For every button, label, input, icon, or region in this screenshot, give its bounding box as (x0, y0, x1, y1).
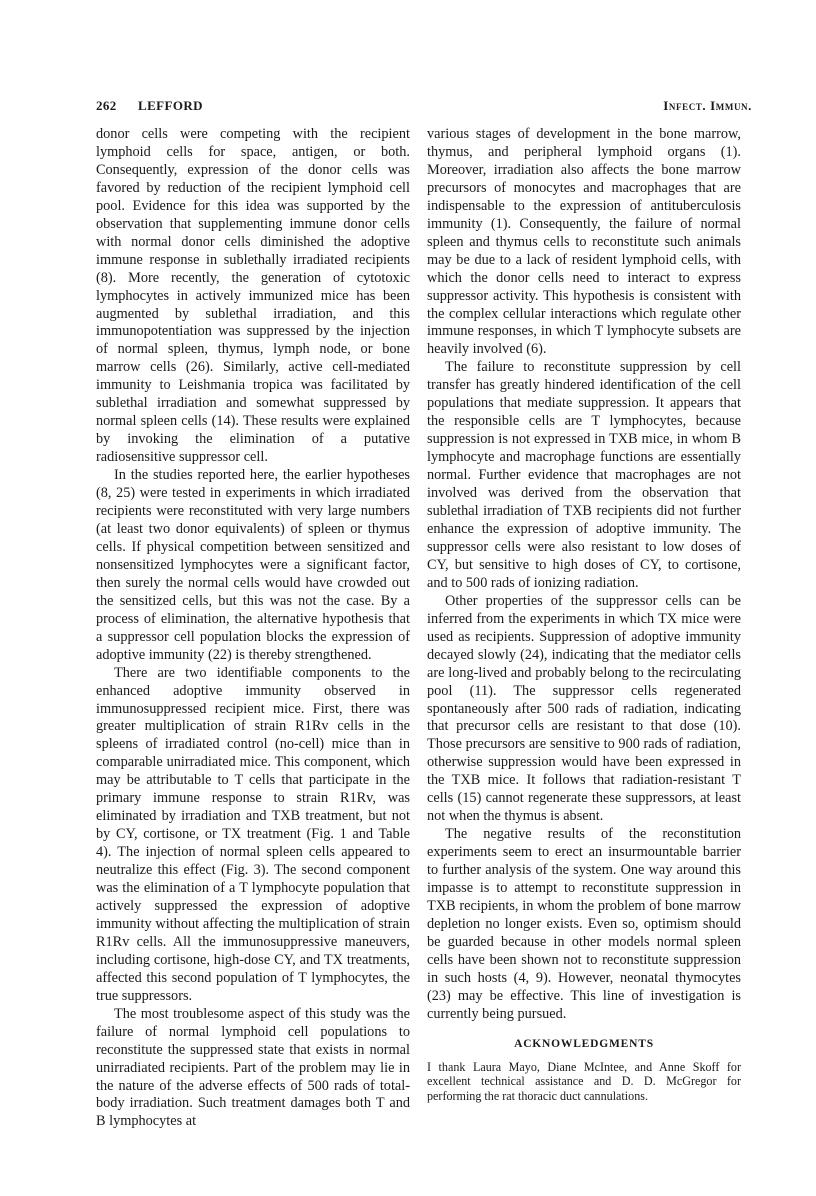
paragraph: various stages of development in the bone marrow, thymus, and peripheral lymphoid organs (1). Moreover, irradiation also affects the bone marrow precursors of monocytes and macrophages that are indispensable to the expression of antituberculosis immunity (1). Consequently, the failure of normal spleen and thymus cells to reconstitute such animals may be due to a lack of resident lymphoid cells, with which the donor cells need to interact to express suppressor activity. This hypothesis is consistent with the complex cellular interactions which regulate other immune responses, in which T lymphocyte subsets are heavily involved (6). (427, 126, 741, 358)
right-column (427, 126, 741, 1103)
acknowledgments-heading: ACKNOWLEDGMENTS (514, 1037, 654, 1050)
page-number: 262 (96, 98, 117, 113)
paragraph: The most troublesome aspect of this study was the failure of normal lymphoid cell populations to reconstitute the suppressed state that exists in normal unirradiated recipients. Part of the problem may lie in the nature of the adverse effects of 500 rads of total-body irradiation. Such treatment damages both T and B lymphocytes at (96, 1005, 410, 1130)
running-header (96, 98, 752, 116)
paragraph: In the studies reported here, the earlier hypotheses (8, 25) were tested in experiments in which irradiated recipients were reconstituted with very large numbers (at least two donor equivalents) of spleen or thymus cells. If physical competition between sensitized and nonsensitized lymphocytes were a significant factor, then surely the normal cells would have crowded out the sensitized cells, but this was not the case. By a process of elimination, the alternative hypothesis that a suppressor cell population blocks the expression of adoptive immunity (22) is thereby strengthened. (96, 467, 410, 663)
paragraph: Other properties of the suppressor cells can be inferred from the experiments in which TX mice were used as recipients. Suppression of adoptive immunity decayed slowly (24), indicating that the mediator cells are long-lived and probably belong to the recirculating pool (11). The suppressor cells regenerated spontaneously after 500 rads of radiation, indicating that precursor cells are resistant to that dose (10). Those precursors are sensitive to 900 rads of radiation, otherwise suppression would have been expressed in the TXB mice. It follows that radiation-resistant T cells (15) cannot regenerate these suppressors, at least not when the thymus is absent. (427, 592, 741, 825)
paragraph: There are two identifiable components to the enhanced adoptive immunity observed in immunosuppressed recipient mice. First, there was greater multiplication of strain R1Rv cells in the spleens of irradiated control (no-cell) mice than in comparable unirradiated mice. This component, which may be attributable to T cells that participate in the primary immune response to strain R1Rv, was eliminated by irradiation and TXB treatment, but not by CY, cortisone, or TX treatment (Fig. 1 and Table 4). The injection of normal spleen cells appeared to neutralize this effect (Fig. 3). The second component was the elimination of a T lymphocyte population that actively suppressed the expression of adoptive immunity without affecting the multiplication of strain R1Rv cells. All the immunosuppressive maneuvers, including cortisone, high-dose CY, and TX treatments, affected this second population of T lymphocytes, the true suppressors. (96, 664, 410, 1004)
left-column (96, 126, 410, 1131)
acknowledgments-text: I thank Laura Mayo, Diane McIntee, and Anne Skoff for excellent technical assistance and D. D. McGregor for performing the rat thoracic duct cannulations. (427, 1059, 741, 1103)
paragraph: The negative results of the reconstitution experiments seem to erect an insurmountable barrier to further analysis of the system. One way around this impasse is to attempt to reconstitute suppression in TXB recipients, in whom the problem of bone marrow depletion no longer exists. Even so, optimism should be guarded because in other models normal spleen cells have been shown not to reconstitute suppression in such hosts (4, 9). However, neonatal thymocytes (23) may be effective. This line of investigation is currently being pursued. (427, 826, 741, 1022)
paragraph: The failure to reconstitute suppression by cell transfer has greatly hindered identification of the cell populations that mediate suppression. It appears that the responsible cells are T lymphocytes, because suppression is not expressed in TXB mice, in whom B lymphocyte and macrophage functions are essentially normal. Further evidence that macrophages are not involved was derived from the observation that sublethal irradiation of TXB recipients did not further enhance the expression of adoptive immunity. The suppressor cells were also resistant to low doses of CY, but sensitive to high doses of CY, to cortisone, and to 500 rads of ionizing radiation. (427, 359, 741, 591)
paragraph: donor cells were competing with the recipient lymphoid cells for space, antigen, or both. Consequently, expression of the donor cells was favored by reduction of the recipient lymphoid cell pool. Evidence for this idea was supported by the observation that supplementing immune donor cells with normal donor cells diminished the adoptive immune response in sublethally irradiated recipients (8). More recently, the generation of cytotoxic lymphocytes in actively immunized mice has been augmented by sublethal irradiation, and this immunopotentiation was suppressed by the injection of normal spleen, thymus, lymph node, or bone marrow cells (26). Similarly, active cell-mediated immunity to Leishmania tropica was facilitated by sublethal irradiation and somewhat suppressed by normal spleen cells (14). These results were explained by invoking the elimination of a putative radiosensitive suppressor cell. (96, 126, 410, 466)
running-author: LEFFORD (138, 98, 203, 113)
journal-name: Infect. Immun. (663, 98, 752, 113)
